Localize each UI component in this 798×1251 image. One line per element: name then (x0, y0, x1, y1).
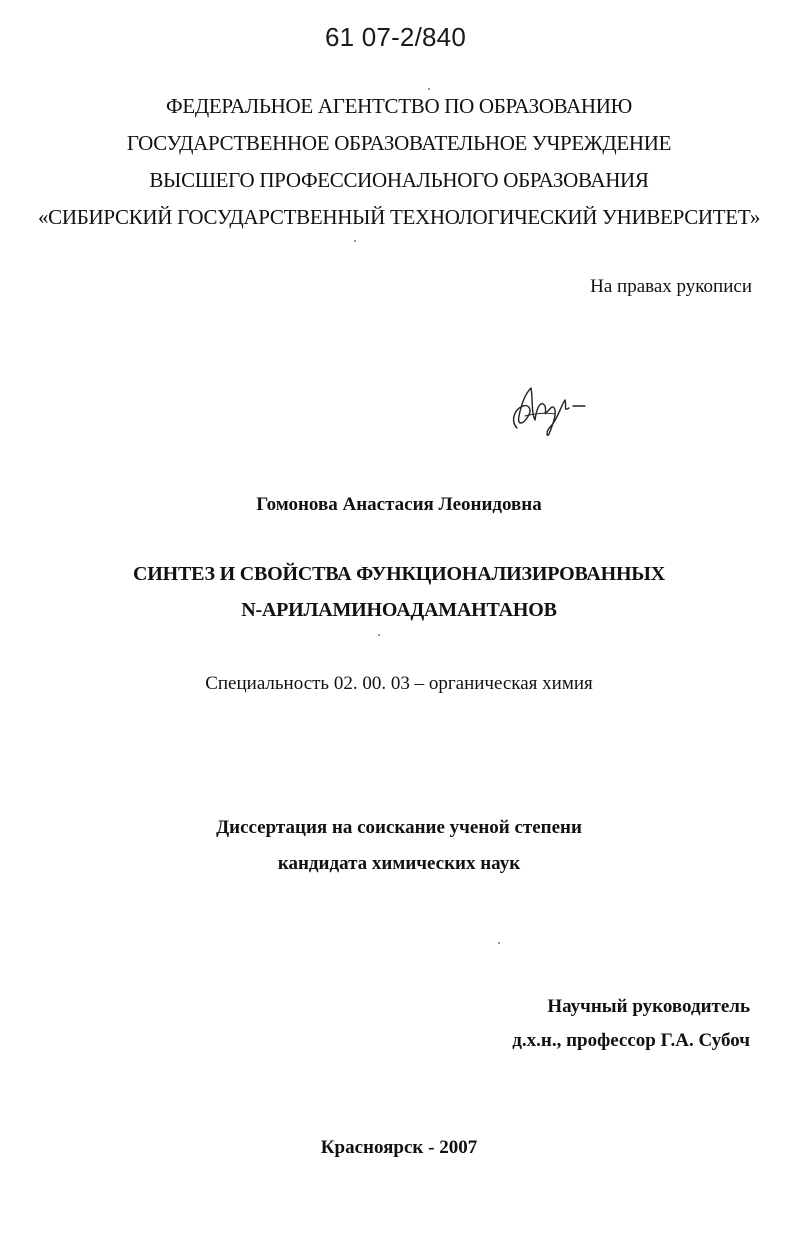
organization-line-1: ФЕДЕРАЛЬНОЕ АГЕНТСТВО ПО ОБРАЗОВАНИЮ (166, 94, 632, 118)
organization-line-4: «СИБИРСКИЙ ГОСУДАРСТВЕННЫЙ ТЕХНОЛОГИЧЕСКИЙ УНИВЕРСИТЕТ» (37, 205, 761, 229)
catalog-number: 61 07-2/840 (325, 22, 466, 52)
scan-speck (498, 942, 500, 944)
specialty: Специальность 02. 00. 03 – органическая химия (205, 673, 593, 694)
scan-speck (378, 634, 380, 636)
handwritten-signature (503, 376, 599, 442)
organization-line-3: ВЫСШЕГО ПРОФЕССИОНАЛЬНОГО ОБРАЗОВАНИЯ (149, 168, 649, 192)
dissertation-title-line-2: N-АРИЛАМИНОАДАМАНТАНОВ (241, 599, 557, 621)
scan-speck (428, 88, 430, 90)
rights-note: На правах рукописи (590, 276, 752, 297)
organization-line-2: ГОСУДАРСТВЕННОЕ ОБРАЗОВАТЕЛЬНОЕ УЧРЕЖДЕНИЕ (126, 131, 672, 155)
degree-line-1: Диссертация на соискание ученой степени (216, 817, 582, 838)
city-year: Красноярск - 2007 (320, 1137, 478, 1158)
author-name: Гомонова Анастасия Леонидовна (256, 494, 542, 515)
supervisor-name: д.х.н., профессор Г.А. Субоч (512, 1030, 750, 1051)
scan-speck (354, 240, 356, 242)
dissertation-title-line-1: СИНТЕЗ И СВОЙСТВА ФУНКЦИОНАЛИЗИРОВАННЫХ (132, 563, 665, 585)
degree-line-2: кандидата химических наук (277, 853, 521, 874)
supervisor-label: Научный руководитель (547, 996, 750, 1017)
